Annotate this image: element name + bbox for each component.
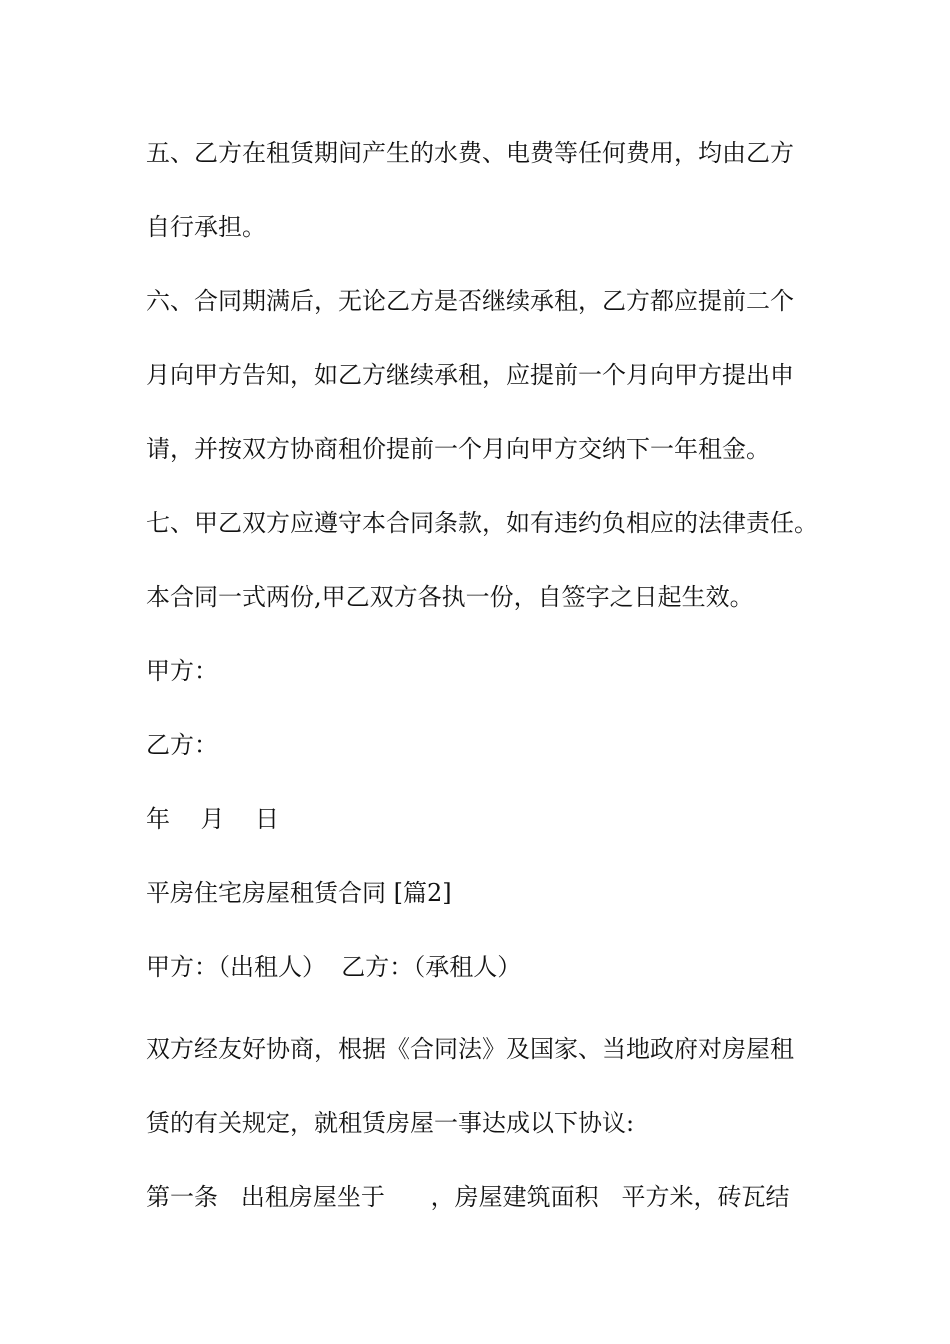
paragraph-line: 双方经友好协商，根据《合同法》及国家、当地政府对房屋租 [146,1035,794,1063]
party-b-signature-line: 乙方： [146,731,218,759]
paragraph-line: 月向甲方告知，如乙方继续承租，应提前一个月向甲方提出申 [146,361,794,389]
date-line: 年 月 日 [146,805,280,833]
parties-line: 甲方：（出租人） 乙方：（承租人） [146,953,522,981]
paragraph-line: 七、甲乙双方应遵守本合同条款，如有违约负相应的法律责任。 [146,509,818,537]
paragraph-line: 五、乙方在租赁期间产生的水费、电费等任何费用，均由乙方 [146,139,794,167]
article-one-line: 第一条 出租房屋坐于 ，房屋建筑面积 平方米，砖瓦结 [146,1183,790,1211]
paragraph-line: 自行承担。 [146,213,266,241]
section-title: 平房住宅房屋租赁合同 [篇2] [146,879,452,907]
party-a-signature-line: 甲方： [146,657,218,685]
paragraph-line: 请，并按双方协商租价提前一个月向甲方交纳下一年租金。 [146,435,770,463]
paragraph-line: 本合同一式两份,甲乙双方各执一份，自签字之日起生效。 [146,583,754,611]
paragraph-line: 六、合同期满后，无论乙方是否继续承租，乙方都应提前二个 [146,287,794,315]
paragraph-line: 赁的有关规定，就租赁房屋一事达成以下协议: [146,1109,635,1137]
